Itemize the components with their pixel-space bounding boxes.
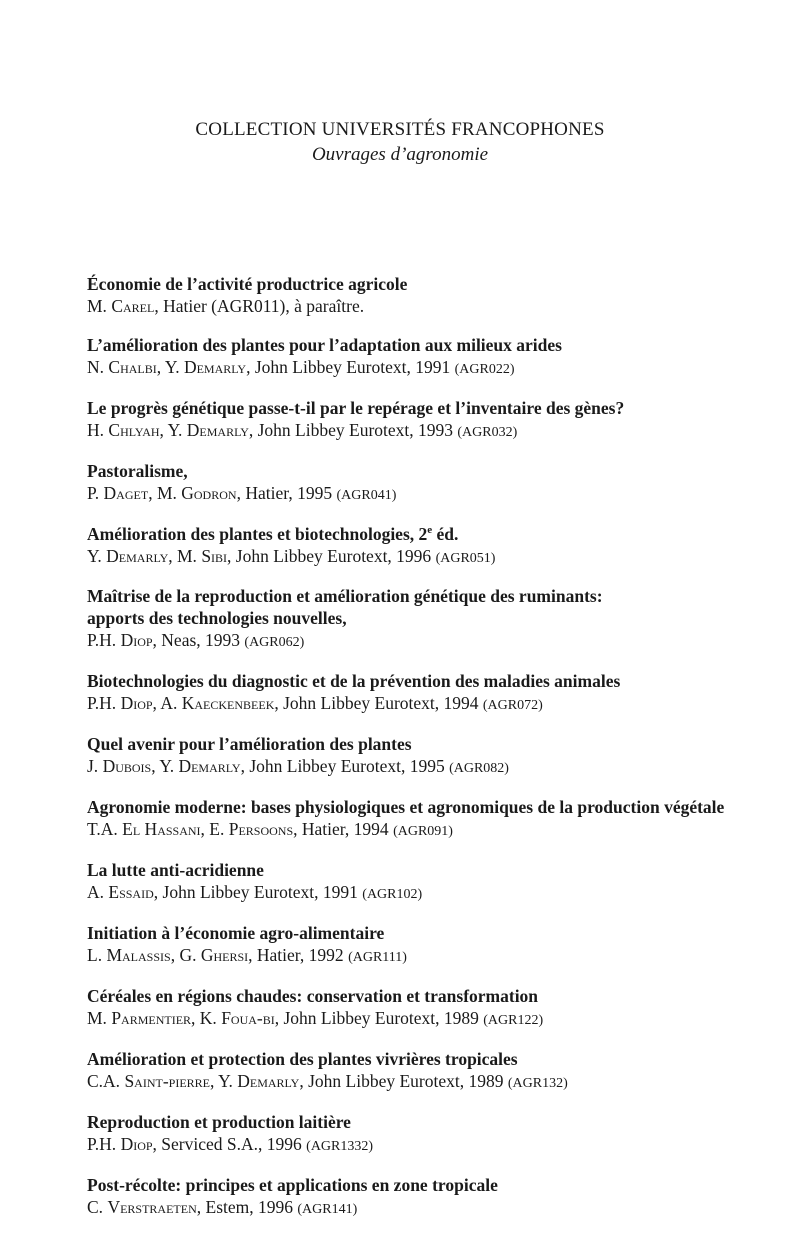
- byline-text: , John Libbey Eurotext, 1996: [227, 546, 436, 566]
- book-entry: [87, 733, 787, 780]
- author-name: Dubois: [102, 756, 152, 776]
- book-title-text: Initiation à l’économie agro-alimentaire: [87, 923, 385, 943]
- byline-text: , E.: [200, 819, 229, 839]
- book-title: [87, 733, 787, 755]
- catalog-code: (AGR062): [244, 635, 305, 650]
- author-name: Diop: [120, 1134, 153, 1154]
- book-title: [87, 1048, 787, 1070]
- book-title-text: Le progrès génétique passe-t-il par le repérage et l’inventaire des gènes?: [87, 398, 625, 418]
- book-entry: [87, 859, 787, 906]
- book-title-text: Post-récolte: principes et applications en zone tropicale: [87, 1175, 498, 1195]
- byline-text: P.H.: [87, 1134, 121, 1154]
- book-byline: [87, 1007, 787, 1032]
- book-byline: [87, 944, 787, 969]
- author-name: Persoons: [228, 819, 294, 839]
- collection-header: [0, 118, 800, 168]
- book-title-text: Agronomie moderne: bases physiologiques et agronomiques de la production végétale: [87, 797, 725, 817]
- collection-title: COLLECTION UNIVERSITÉS FRANCOPHONES: [195, 119, 605, 140]
- byline-text: M.: [87, 1008, 112, 1028]
- book-entry: [87, 460, 787, 507]
- byline-text: , Y.: [210, 1071, 238, 1091]
- book-title-text: Céréales en régions chaudes: conservation et transformation: [87, 986, 539, 1006]
- author-name: Verstraeten: [107, 1197, 197, 1217]
- book-entry: [87, 1048, 787, 1095]
- book-title-text: Reproduction et production laitière: [87, 1112, 351, 1132]
- book-title: [87, 1174, 787, 1196]
- book-title: [87, 585, 787, 607]
- book-entry: [87, 334, 787, 381]
- byline-text: , John Libbey Eurotext, 1993: [248, 420, 458, 440]
- byline-text: T.A.: [87, 819, 123, 839]
- byline-text: , John Libbey Eurotext, 1991: [246, 357, 455, 377]
- author-name: Malassis: [106, 945, 171, 965]
- book-entry: [87, 922, 787, 969]
- book-byline: [87, 755, 787, 780]
- book-title: [87, 1111, 787, 1133]
- author-name: Demarly: [237, 1071, 300, 1091]
- book-title-text: L’amélioration des plantes pour l’adaptation aux milieux arides: [87, 335, 562, 355]
- catalog-code: (AGR051): [435, 551, 496, 566]
- byline-text: M.: [87, 296, 112, 316]
- book-title: [87, 985, 787, 1007]
- byline-text: , Hatier (AGR011), à paraître.: [154, 296, 365, 316]
- author-name: Ghersi: [200, 945, 249, 965]
- byline-text: , Y.: [156, 357, 184, 377]
- byline-text: H.: [87, 420, 109, 440]
- book-byline: [87, 818, 787, 843]
- book-title: [87, 397, 787, 419]
- book-title: [87, 922, 787, 944]
- byline-text: , Y.: [151, 756, 179, 776]
- book-title-line2: apports des technologies nouvelles,: [87, 608, 347, 628]
- book-title-text: Économie de l’activité productrice agricole: [87, 274, 408, 294]
- byline-text: , John Libbey Eurotext, 1994: [274, 693, 483, 713]
- book-title: [87, 796, 787, 818]
- book-entry: [87, 1174, 787, 1221]
- author-name: Demarly: [183, 357, 247, 377]
- book-list: [87, 257, 787, 1221]
- book-entry: [87, 273, 787, 318]
- author-name: Diop: [120, 630, 153, 650]
- book-byline: [87, 482, 787, 507]
- book-byline: [87, 629, 787, 654]
- byline-text: A.: [87, 882, 109, 902]
- byline-text: , M.: [168, 546, 202, 566]
- catalog-code: (AGR132): [507, 1076, 568, 1091]
- book-byline: [87, 545, 787, 570]
- byline-text: C.A.: [87, 1071, 125, 1091]
- book-title: [87, 523, 787, 545]
- book-entry: [87, 585, 787, 654]
- author-name: Chalbi: [108, 357, 157, 377]
- byline-text: , M.: [148, 483, 182, 503]
- author-name: Essaid: [108, 882, 154, 902]
- book-title-suffix: éd.: [432, 524, 459, 544]
- book-entry: [87, 523, 787, 570]
- book-title-text: La lutte anti-acridienne: [87, 860, 264, 880]
- catalog-code: (AGR022): [454, 362, 515, 377]
- book-byline: [87, 295, 787, 318]
- author-name: Daget: [103, 483, 149, 503]
- byline-text: P.H.: [87, 693, 121, 713]
- catalog-code: (AGR041): [336, 488, 397, 503]
- book-byline: [87, 881, 787, 906]
- edition-superscript: e: [427, 524, 433, 537]
- catalog-code: (AGR122): [483, 1013, 544, 1028]
- byline-text: , G.: [170, 945, 201, 965]
- byline-text: , John Libbey Eurotext, 1989: [274, 1008, 484, 1028]
- author-name: Diop: [120, 693, 153, 713]
- catalog-code: (AGR102): [362, 887, 423, 902]
- book-title-text: Biotechnologies du diagnostic et de la prévention des maladies animales: [87, 671, 621, 691]
- byline-text: P.H.: [87, 630, 121, 650]
- book-byline: [87, 692, 787, 717]
- catalog-code: (AGR032): [457, 425, 518, 440]
- book-title-text: Quel avenir pour l’amélioration des plantes: [87, 734, 412, 754]
- book-title: [87, 460, 787, 482]
- author-name: Carel: [111, 296, 155, 316]
- author-name: Sibi: [201, 546, 228, 566]
- catalog-code: (AGR111): [348, 950, 407, 965]
- book-title: [87, 334, 787, 356]
- byline-text: , K.: [191, 1008, 222, 1028]
- byline-text: C.: [87, 1197, 108, 1217]
- author-name: Chlyah: [108, 420, 160, 440]
- book-title: [87, 859, 787, 881]
- book-title: [87, 670, 787, 692]
- byline-text: , Serviced S.A., 1996: [152, 1134, 307, 1154]
- book-entry: [87, 397, 787, 444]
- book-byline: [87, 1196, 787, 1221]
- book-title-text: Maîtrise de la reproduction et amélioration génétique des ruminants:: [87, 586, 603, 606]
- byline-text: , A.: [152, 693, 182, 713]
- byline-text: , Estem, 1996: [196, 1197, 298, 1217]
- catalog-code: (AGR141): [297, 1202, 358, 1217]
- book-title-text: Pastoralisme,: [87, 461, 188, 481]
- byline-text: , John Libbey Eurotext, 1989: [299, 1071, 508, 1091]
- byline-text: , Y.: [159, 420, 187, 440]
- author-name: Foua-bi: [221, 1008, 275, 1028]
- author-name: Demarly: [178, 756, 241, 776]
- catalog-code: (AGR072): [482, 698, 543, 713]
- series-subtitle: Ouvrages d’agronomie: [311, 144, 489, 165]
- author-name: Parmentier: [111, 1008, 192, 1028]
- byline-text: , John Libbey Eurotext, 1995: [240, 756, 450, 776]
- byline-text: P.: [87, 483, 104, 503]
- book-title-text: Amélioration et protection des plantes vivrières tropicales: [87, 1049, 518, 1069]
- author-name: Godron: [181, 483, 237, 503]
- author-name: Demarly: [106, 546, 169, 566]
- author-name: El Hassani: [122, 819, 201, 839]
- book-byline: [87, 356, 787, 381]
- byline-text: J.: [87, 756, 103, 776]
- catalog-code: (AGR082): [449, 761, 509, 776]
- byline-text: Y.: [87, 546, 107, 566]
- byline-text: , Hatier, 1992: [248, 945, 349, 965]
- byline-text: N.: [87, 357, 109, 377]
- byline-text: , Neas, 1993: [152, 630, 245, 650]
- author-name: Saint-pierre: [124, 1071, 210, 1091]
- book-entry: [87, 670, 787, 717]
- book-title-text: Amélioration des plantes et biotechnologies, 2: [87, 524, 428, 544]
- book-entry: [87, 1111, 787, 1158]
- author-name: Demarly: [186, 420, 249, 440]
- byline-text: L.: [87, 945, 107, 965]
- author-name: Kaeckenbeek: [181, 693, 275, 713]
- book-byline: [87, 419, 787, 444]
- catalog-code: (AGR1332): [306, 1139, 374, 1154]
- byline-text: , Hatier, 1994: [293, 819, 394, 839]
- byline-text: , John Libbey Eurotext, 1991: [153, 882, 363, 902]
- book-byline: [87, 1070, 787, 1095]
- book-entry: [87, 985, 787, 1032]
- byline-text: , Hatier, 1995: [236, 483, 337, 503]
- book-entry: [87, 796, 787, 843]
- catalog-code: (AGR091): [393, 824, 453, 839]
- book-title: [87, 273, 787, 295]
- book-byline: [87, 1133, 787, 1158]
